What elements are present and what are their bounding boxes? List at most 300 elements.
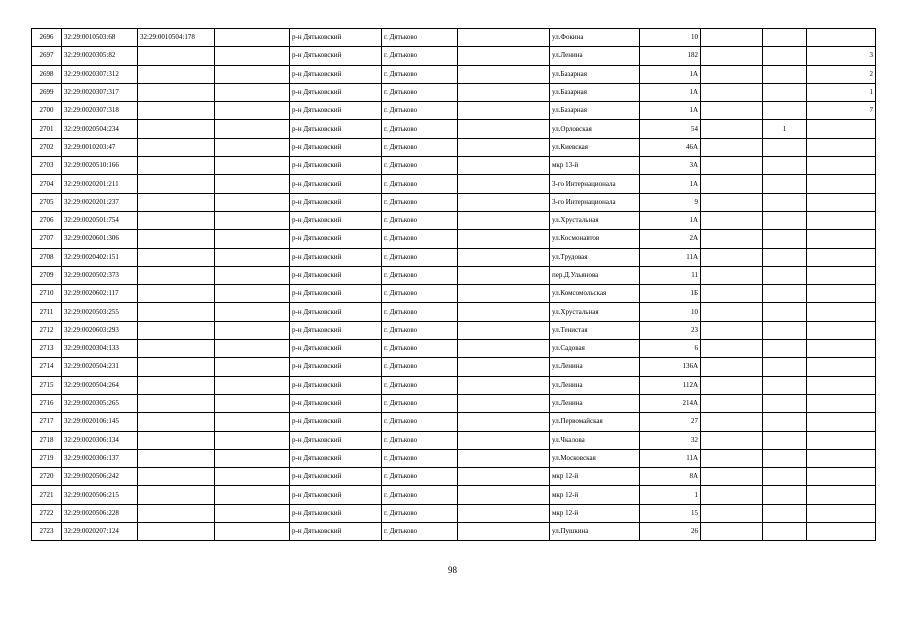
cell-previous-cadastral-number (138, 523, 215, 541)
cell-empty-column (701, 175, 763, 193)
table-row (32, 157, 876, 175)
cell-count (763, 358, 807, 376)
cell-empty-column (458, 504, 550, 522)
cell-empty-column (215, 394, 290, 412)
cell-count (763, 138, 807, 156)
cell-row-number: 2716 (32, 394, 62, 412)
cell-previous-cadastral-number (138, 193, 215, 211)
cell-empty-column (458, 340, 550, 358)
cell-value (807, 394, 876, 412)
cell-empty-column (458, 358, 550, 376)
cell-cadastral-number: 32:29:0010503:68 (62, 29, 138, 47)
cell-street: ул.Тенистая (550, 321, 640, 339)
cell-house-number: 3А (640, 157, 701, 175)
cell-empty-column (458, 376, 550, 394)
cell-house-number: 8А (640, 468, 701, 486)
cell-previous-cadastral-number (138, 65, 215, 83)
cell-district: р-н Дятьковский (290, 523, 382, 541)
table-row (32, 376, 876, 394)
cell-value (807, 230, 876, 248)
cell-count (763, 413, 807, 431)
cell-count (763, 431, 807, 449)
cell-previous-cadastral-number (138, 102, 215, 120)
cell-row-number: 2699 (32, 83, 62, 101)
cell-house-number: 1А (640, 65, 701, 83)
cell-street: ул.Ленина (550, 376, 640, 394)
cell-house-number: 10 (640, 303, 701, 321)
cell-row-number: 2719 (32, 449, 62, 467)
cell-cadastral-number: 32:29:0020402:151 (62, 248, 138, 266)
cell-cadastral-number: 32:29:0020510:166 (62, 157, 138, 175)
table-row (32, 413, 876, 431)
table-row (32, 102, 876, 120)
cell-empty-column (701, 248, 763, 266)
cell-street: ул.Фокина (550, 29, 640, 47)
cell-house-number: 6 (640, 340, 701, 358)
cell-city: г. Дятьково (382, 266, 458, 284)
cell-empty-column (458, 321, 550, 339)
cell-city: г. Дятьково (382, 431, 458, 449)
cell-previous-cadastral-number (138, 266, 215, 284)
cell-district: р-н Дятьковский (290, 431, 382, 449)
cell-count (763, 175, 807, 193)
cell-value: 3 (807, 47, 876, 65)
cell-count (763, 303, 807, 321)
cell-district: р-н Дятьковский (290, 29, 382, 47)
cell-count (763, 266, 807, 284)
cell-district: р-н Дятьковский (290, 211, 382, 229)
cell-district: р-н Дятьковский (290, 468, 382, 486)
cell-city: г. Дятьково (382, 413, 458, 431)
cell-house-number: 1А (640, 175, 701, 193)
cell-street: ул.Базарная (550, 65, 640, 83)
cell-previous-cadastral-number (138, 157, 215, 175)
cell-count (763, 47, 807, 65)
table-row (32, 230, 876, 248)
cell-value (807, 431, 876, 449)
table-row (32, 138, 876, 156)
cell-empty-column (701, 413, 763, 431)
cell-district: р-н Дятьковский (290, 285, 382, 303)
cell-empty-column (458, 211, 550, 229)
cell-city: г. Дятьково (382, 47, 458, 65)
cell-street: мкр 13-й (550, 157, 640, 175)
cell-street: ул.Пушкина (550, 523, 640, 541)
cell-empty-column (701, 358, 763, 376)
cell-cadastral-number: 32:29:0020306:137 (62, 449, 138, 467)
cell-street: мкр 12-й (550, 504, 640, 522)
cell-row-number: 2722 (32, 504, 62, 522)
cell-district: р-н Дятьковский (290, 413, 382, 431)
cell-empty-column (458, 266, 550, 284)
cell-empty-column (215, 29, 290, 47)
cell-empty-column (458, 449, 550, 467)
table-row (32, 83, 876, 101)
cell-count (763, 468, 807, 486)
cell-count (763, 248, 807, 266)
table-row (32, 486, 876, 504)
cell-cadastral-number: 32:29:0020201:211 (62, 175, 138, 193)
cell-street: мкр 12-й (550, 486, 640, 504)
cell-empty-column (701, 321, 763, 339)
cell-previous-cadastral-number (138, 504, 215, 522)
cell-cadastral-number: 32:29:0020306:134 (62, 431, 138, 449)
cell-previous-cadastral-number (138, 468, 215, 486)
cell-value (807, 523, 876, 541)
cell-street: 3-го Интернационала (550, 193, 640, 211)
cell-row-number: 2706 (32, 211, 62, 229)
cell-empty-column (701, 376, 763, 394)
cell-value (807, 321, 876, 339)
cell-city: г. Дятьково (382, 394, 458, 412)
cell-row-number: 2713 (32, 340, 62, 358)
table-row (32, 358, 876, 376)
table-row (32, 431, 876, 449)
cell-city: г. Дятьково (382, 175, 458, 193)
cell-empty-column (701, 486, 763, 504)
cell-previous-cadastral-number (138, 138, 215, 156)
cell-empty-column (215, 120, 290, 138)
cell-row-number: 2704 (32, 175, 62, 193)
cell-street: ул.Садовая (550, 340, 640, 358)
cell-street: ул.Комсомольская (550, 285, 640, 303)
cell-empty-column (701, 504, 763, 522)
cell-city: г. Дятьково (382, 449, 458, 467)
cell-empty-column (215, 431, 290, 449)
cell-value (807, 486, 876, 504)
cell-empty-column (458, 47, 550, 65)
cell-district: р-н Дятьковский (290, 47, 382, 65)
cell-cadastral-number: 32:29:0020106:145 (62, 413, 138, 431)
cell-city: г. Дятьково (382, 157, 458, 175)
cell-city: г. Дятьково (382, 285, 458, 303)
cell-house-number: 23 (640, 321, 701, 339)
cell-count (763, 230, 807, 248)
cell-row-number: 2696 (32, 29, 62, 47)
cell-previous-cadastral-number (138, 321, 215, 339)
cell-row-number: 2723 (32, 523, 62, 541)
cell-empty-column (215, 523, 290, 541)
table-row (32, 266, 876, 284)
cell-count (763, 321, 807, 339)
cell-empty-column (458, 468, 550, 486)
cell-count (763, 486, 807, 504)
cell-district: р-н Дятьковский (290, 376, 382, 394)
cell-value (807, 504, 876, 522)
cell-street: ул.Киевская (550, 138, 640, 156)
cell-house-number: 54 (640, 120, 701, 138)
cell-empty-column (458, 303, 550, 321)
cell-cadastral-number: 32:29:0020307:318 (62, 102, 138, 120)
cell-district: р-н Дятьковский (290, 303, 382, 321)
cell-district: р-н Дятьковский (290, 449, 382, 467)
cell-district: р-н Дятьковский (290, 394, 382, 412)
table-row (32, 248, 876, 266)
cell-count (763, 376, 807, 394)
cell-empty-column (458, 285, 550, 303)
cell-empty-column (215, 285, 290, 303)
cell-empty-column (215, 102, 290, 120)
cell-cadastral-number: 32:29:0020307:312 (62, 65, 138, 83)
cell-empty-column (215, 138, 290, 156)
cell-street: мкр 12-й (550, 468, 640, 486)
table-row (32, 504, 876, 522)
cell-row-number: 2718 (32, 431, 62, 449)
cell-city: г. Дятьково (382, 83, 458, 101)
cell-empty-column (215, 248, 290, 266)
cell-empty-column (215, 358, 290, 376)
cell-district: р-н Дятьковский (290, 157, 382, 175)
cell-cadastral-number: 32:29:0020504:231 (62, 358, 138, 376)
cell-city: г. Дятьково (382, 120, 458, 138)
page-number: 98 (448, 565, 457, 575)
cell-value: 7 (807, 102, 876, 120)
table-row (32, 449, 876, 467)
cell-city: г. Дятьково (382, 376, 458, 394)
cell-house-number: 2А (640, 230, 701, 248)
cell-street: 3-го Интернационала (550, 175, 640, 193)
table-row (32, 120, 876, 138)
table-body (32, 29, 876, 541)
table-row (32, 65, 876, 83)
cell-cadastral-number: 32:29:0020503:255 (62, 303, 138, 321)
cell-street: пер.Д.Ульянова (550, 266, 640, 284)
cell-row-number: 2703 (32, 157, 62, 175)
cell-empty-column (701, 65, 763, 83)
cell-cadastral-number: 32:29:0020504:264 (62, 376, 138, 394)
cell-previous-cadastral-number (138, 413, 215, 431)
cell-cadastral-number: 32:29:0020207:124 (62, 523, 138, 541)
cell-previous-cadastral-number (138, 486, 215, 504)
cell-empty-column (215, 65, 290, 83)
cell-empty-column (215, 468, 290, 486)
cell-empty-column (215, 449, 290, 467)
cell-empty-column (458, 29, 550, 47)
cell-house-number: 112А (640, 376, 701, 394)
cell-count (763, 394, 807, 412)
cell-previous-cadastral-number (138, 394, 215, 412)
cell-count (763, 65, 807, 83)
cell-house-number: 1А (640, 83, 701, 101)
cell-empty-column (215, 413, 290, 431)
cell-district: р-н Дятьковский (290, 230, 382, 248)
cell-cadastral-number: 32:29:0020603:293 (62, 321, 138, 339)
cell-row-number: 2705 (32, 193, 62, 211)
cell-count (763, 211, 807, 229)
cell-value (807, 468, 876, 486)
cell-value (807, 303, 876, 321)
table-row (32, 394, 876, 412)
cell-empty-column (701, 523, 763, 541)
cell-value (807, 157, 876, 175)
cell-value (807, 340, 876, 358)
cell-row-number: 2709 (32, 266, 62, 284)
cell-value (807, 449, 876, 467)
cell-district: р-н Дятьковский (290, 266, 382, 284)
cell-empty-column (701, 266, 763, 284)
cell-count: 1 (763, 120, 807, 138)
cell-empty-column (458, 248, 550, 266)
cell-empty-column (458, 120, 550, 138)
cell-empty-column (458, 523, 550, 541)
cell-empty-column (701, 230, 763, 248)
cell-empty-column (215, 211, 290, 229)
cell-empty-column (701, 83, 763, 101)
cell-value (807, 285, 876, 303)
cell-previous-cadastral-number (138, 431, 215, 449)
cell-street: ул.Ленина (550, 47, 640, 65)
cell-previous-cadastral-number (138, 120, 215, 138)
cell-city: г. Дятьково (382, 523, 458, 541)
cell-row-number: 2711 (32, 303, 62, 321)
cell-city: г. Дятьково (382, 29, 458, 47)
cell-value (807, 413, 876, 431)
cell-empty-column (701, 193, 763, 211)
cell-previous-cadastral-number (138, 449, 215, 467)
table-row (32, 321, 876, 339)
cell-city: г. Дятьково (382, 303, 458, 321)
cell-house-number: 1Б (640, 285, 701, 303)
cell-empty-column (215, 340, 290, 358)
cell-street: ул.Ленина (550, 358, 640, 376)
cell-city: г. Дятьково (382, 230, 458, 248)
cell-previous-cadastral-number (138, 211, 215, 229)
cell-empty-column (458, 431, 550, 449)
cell-row-number: 2720 (32, 468, 62, 486)
cell-empty-column (458, 230, 550, 248)
cell-previous-cadastral-number (138, 376, 215, 394)
cell-district: р-н Дятьковский (290, 321, 382, 339)
cell-empty-column (458, 65, 550, 83)
table-row (32, 285, 876, 303)
cell-city: г. Дятьково (382, 65, 458, 83)
cell-street: ул.Базарная (550, 102, 640, 120)
cell-value (807, 120, 876, 138)
cell-cadastral-number: 32:29:0020506:242 (62, 468, 138, 486)
cell-district: р-н Дятьковский (290, 83, 382, 101)
cell-value (807, 211, 876, 229)
cell-value: 2 (807, 65, 876, 83)
cell-row-number: 2710 (32, 285, 62, 303)
cell-cadastral-number: 32:29:0020201:237 (62, 193, 138, 211)
cell-empty-column (701, 47, 763, 65)
cell-district: р-н Дятьковский (290, 358, 382, 376)
cell-cadastral-number: 32:29:0020307:317 (62, 83, 138, 101)
cell-empty-column (701, 102, 763, 120)
cell-house-number: 1А (640, 102, 701, 120)
cell-count (763, 285, 807, 303)
cell-empty-column (701, 468, 763, 486)
cadastral-table (31, 28, 876, 541)
cell-district: р-н Дятьковский (290, 120, 382, 138)
cell-house-number: 1 (640, 486, 701, 504)
cell-previous-cadastral-number (138, 47, 215, 65)
cell-empty-column (701, 120, 763, 138)
cell-row-number: 2714 (32, 358, 62, 376)
cell-previous-cadastral-number (138, 358, 215, 376)
cell-row-number: 2721 (32, 486, 62, 504)
cell-district: р-н Дятьковский (290, 65, 382, 83)
cell-previous-cadastral-number (138, 340, 215, 358)
cell-previous-cadastral-number (138, 248, 215, 266)
cell-city: г. Дятьково (382, 468, 458, 486)
cell-street: ул.Чкалова (550, 431, 640, 449)
cell-district: р-н Дятьковский (290, 504, 382, 522)
cell-street: ул.Базарная (550, 83, 640, 101)
cell-cadastral-number: 32:29:0020304:133 (62, 340, 138, 358)
cell-house-number: 11 (640, 266, 701, 284)
cell-empty-column (458, 102, 550, 120)
cell-empty-column (701, 431, 763, 449)
cell-cadastral-number: 32:29:0020501:754 (62, 211, 138, 229)
cell-value (807, 376, 876, 394)
cell-empty-column (215, 175, 290, 193)
cell-city: г. Дятьково (382, 248, 458, 266)
table-row (32, 193, 876, 211)
cell-empty-column (215, 193, 290, 211)
cell-house-number: 9 (640, 193, 701, 211)
cell-row-number: 2717 (32, 413, 62, 431)
cell-empty-column (701, 138, 763, 156)
cell-district: р-н Дятьковский (290, 248, 382, 266)
cell-row-number: 2701 (32, 120, 62, 138)
cell-cadastral-number: 32:29:0020601:306 (62, 230, 138, 248)
cell-previous-cadastral-number (138, 83, 215, 101)
cell-empty-column (458, 413, 550, 431)
cell-district: р-н Дятьковский (290, 340, 382, 358)
table-row (32, 468, 876, 486)
cell-house-number: 26 (640, 523, 701, 541)
cell-row-number: 2712 (32, 321, 62, 339)
cell-empty-column (215, 303, 290, 321)
cell-street: ул.Московская (550, 449, 640, 467)
cell-empty-column (701, 303, 763, 321)
cell-row-number: 2715 (32, 376, 62, 394)
cell-city: г. Дятьково (382, 138, 458, 156)
cell-district: р-н Дятьковский (290, 175, 382, 193)
cell-city: г. Дятьково (382, 358, 458, 376)
cell-house-number: 32 (640, 431, 701, 449)
cell-value (807, 193, 876, 211)
cell-cadastral-number: 32:29:0020506:215 (62, 486, 138, 504)
cell-previous-cadastral-number (138, 303, 215, 321)
cell-previous-cadastral-number (138, 230, 215, 248)
cell-house-number: 11А (640, 449, 701, 467)
cell-value (807, 266, 876, 284)
cell-cadastral-number: 32:29:0020305:82 (62, 47, 138, 65)
cell-street: ул.Ленина (550, 394, 640, 412)
cell-house-number: 182 (640, 47, 701, 65)
cell-empty-column (215, 230, 290, 248)
cell-value: 1 (807, 83, 876, 101)
cell-row-number: 2698 (32, 65, 62, 83)
cell-cadastral-number: 32:29:0010203:47 (62, 138, 138, 156)
table-row (32, 211, 876, 229)
cell-street: ул.Орловская (550, 120, 640, 138)
cell-empty-column (215, 266, 290, 284)
cell-house-number: 1А (640, 211, 701, 229)
cell-previous-cadastral-number (138, 285, 215, 303)
cell-empty-column (458, 157, 550, 175)
cell-cadastral-number: 32:29:0020504:234 (62, 120, 138, 138)
cell-count (763, 504, 807, 522)
cell-count (763, 29, 807, 47)
cell-row-number: 2707 (32, 230, 62, 248)
table-row (32, 29, 876, 47)
cell-empty-column (215, 486, 290, 504)
cell-cadastral-number: 32:29:0020602:117 (62, 285, 138, 303)
cell-empty-column (701, 29, 763, 47)
